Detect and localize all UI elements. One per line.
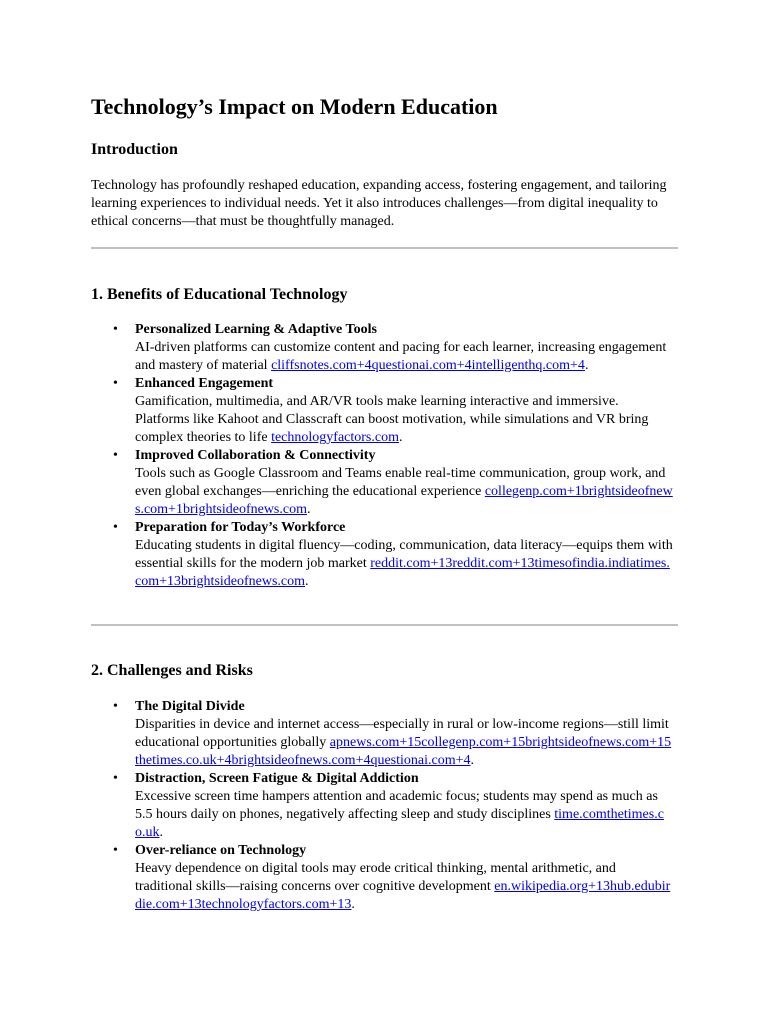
period: .	[351, 897, 355, 912]
list-item	[113, 842, 673, 914]
period: .	[584, 358, 589, 373]
period: .	[306, 502, 311, 517]
bullet: •	[113, 843, 118, 858]
list-item	[113, 770, 673, 842]
item-title: Distraction, Screen Fatigue & Digital Addiction	[135, 771, 419, 786]
item-title: Improved Collaboration & Connectivity	[135, 448, 376, 463]
list-item	[113, 321, 673, 375]
source-link[interactable]: technologyfactors.com	[271, 430, 399, 445]
section-heading-benefits: 1. Benefits of Educational Technology	[91, 286, 348, 303]
item-title: Preparation for Today’s Workforce	[135, 520, 346, 535]
divider	[91, 247, 678, 249]
intro-heading: Introduction	[91, 141, 178, 158]
list-item	[113, 519, 673, 591]
section-heading-challenges: 2. Challenges and Risks	[91, 662, 253, 679]
item-description: Excessive screen time hampers attention and academic focus; students may spend as much as 5.5 hours daily on phones, negatively affecting sleep and study disciplines	[135, 789, 658, 822]
source-link[interactable]: cliffsnotes.com+4questionai.com+4intelligenthq.com+4	[271, 358, 585, 373]
list-item	[113, 698, 673, 770]
source-link[interactable]: apnews.com+15collegenp.com+15brightsideofnews.com+15thetimes.co.uk+4brightsideofnews.com+4questionai.com+4	[135, 735, 672, 768]
list-item	[113, 375, 673, 447]
bullet: •	[113, 448, 118, 463]
period: .	[159, 825, 163, 840]
bullet: •	[113, 376, 118, 391]
period: .	[305, 574, 309, 589]
bullet: •	[113, 520, 118, 535]
list-item	[113, 447, 673, 519]
source-link[interactable]: reddit.com+13reddit.com+13timesofindia.indiatimes.com+13brightsideofnews.com	[135, 556, 670, 589]
item-title: Personalized Learning & Adaptive Tools	[135, 322, 377, 337]
page-title: Technology’s Impact on Modern Education	[91, 94, 498, 119]
bullet: •	[113, 699, 118, 714]
intro-paragraph: Technology has profoundly reshaped education, expanding access, fostering engagement, and tailoring learning experiences to individual needs. Yet it also introduces challenges—from digital inequality to ethical concerns—that must be thoughtfully managed.	[91, 178, 667, 229]
period: .	[398, 430, 403, 445]
challenges-list	[113, 698, 673, 914]
divider	[91, 624, 678, 626]
item-title: Over-reliance on Technology	[135, 843, 307, 858]
item-description: Educating students in digital fluency—coding, communication, data literacy—equips them with essential skills for the modern job market	[135, 538, 673, 571]
item-description: Tools such as Google Classroom and Teams enable real-time communication, group work, and even global exchanges—enriching the educational experience	[135, 466, 666, 499]
source-link[interactable]: time.comthetimes.co.uk	[135, 807, 664, 840]
item-description: Heavy dependence on digital tools may erode critical thinking, mental arithmetic, and traditional skills—raising concerns over cognitive development	[135, 861, 616, 894]
bullet: •	[113, 322, 118, 337]
item-title: Enhanced Engagement	[135, 376, 274, 391]
source-link[interactable]: en.wikipedia.org+13hub.edubirdie.com+13technologyfactors.com+13	[135, 879, 671, 912]
period: .	[470, 753, 475, 768]
source-link[interactable]: collegenp.com+1brightsideofnews.com+1brightsideofnews.com	[135, 484, 673, 517]
item-description: Disparities in device and internet access—especially in rural or low-income regions—still limit educational opportunities globally	[135, 717, 669, 750]
bullet: •	[113, 771, 118, 786]
item-title: The Digital Divide	[135, 699, 245, 714]
item-description: AI-driven platforms can customize content and pacing for each learner, increasing engagement and mastery of material	[135, 340, 667, 373]
item-description: Gamification, multimedia, and AR/VR tools make learning interactive and immersive. Platforms like Kahoot and Classcraft can boost motivation, while simulations and VR bring complex theories to life	[135, 394, 649, 445]
benefits-list	[113, 321, 673, 591]
